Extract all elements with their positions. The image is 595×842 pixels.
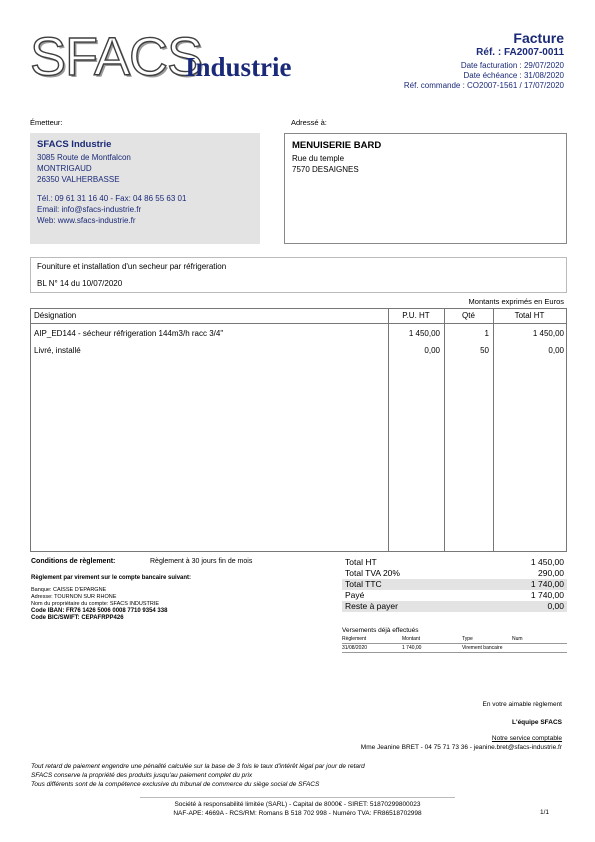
invoice-lines-table — [30, 308, 567, 552]
emitter-address1: 3085 Route de Montfalcon — [37, 153, 131, 162]
total-tva-row — [342, 568, 567, 579]
paid-row — [342, 590, 567, 601]
emitter-address2: MONTRIGAUD — [37, 164, 92, 173]
payments-row-reglement: 31/08/2020 — [342, 645, 368, 651]
totals-block — [342, 557, 567, 612]
total-ttc-row — [342, 579, 567, 590]
remaining-row — [342, 601, 567, 612]
table-row-1-total: 1 450,00 — [532, 329, 564, 338]
bank-details — [31, 575, 191, 622]
header-designation: Désignation — [34, 311, 77, 320]
invoice-ref: Réf. : FA2007-0011 — [476, 47, 564, 58]
table-row-1-designation: AIP_ED144 - sécheur réfrigeration 144m3/h racc 3/4" — [34, 329, 224, 338]
payments-row-type: Virement bancaire — [462, 645, 503, 651]
emitter-address3: 26350 VALHERBASSE — [37, 175, 120, 184]
signature-team: L'équipe SFACS — [512, 719, 562, 726]
payments-header-type: Type — [462, 636, 473, 642]
emitter-phone: Tél.: 09 61 31 16 40 - Fax: 04 86 55 63 01 — [37, 194, 187, 203]
payments-header-num: Num — [512, 636, 523, 642]
legal-line1: Tout retard de paiement engendre une pénalité calculée sur la base de 3 fois le taux d'intérêt légal par jour de retard — [31, 763, 365, 770]
payments-row — [342, 644, 567, 653]
total-ht-label: Total HT — [345, 557, 377, 567]
remaining-label: Reste à payer — [345, 601, 398, 611]
invoice-header — [404, 30, 564, 91]
table-row-1-pu: 1 450,00 — [408, 329, 440, 338]
paid-value: 1 740,00 — [530, 590, 564, 600]
payments-header-montant: Montant — [402, 636, 421, 642]
legal-notes — [31, 762, 365, 789]
header-qty: Qté — [462, 311, 475, 320]
table-row-2-qty: 50 — [480, 346, 489, 355]
bank-address: Adresse: TOURNON SUR RHONE — [31, 594, 117, 600]
legal-line2: SFACS conserve la propriété des produits jusqu'au paiement complet du prix — [31, 772, 253, 779]
payments-header-reglement: Règlement — [342, 636, 367, 642]
total-ht-value: 1 450,00 — [530, 557, 564, 567]
recipient-box — [284, 133, 567, 244]
signature-service: Notre service comptable — [491, 735, 562, 742]
company-logo — [30, 27, 320, 90]
header-pu: P.U. HT — [402, 311, 430, 320]
page-number: 1/1 — [539, 809, 549, 816]
total-ttc-value: 1 740,00 — [530, 579, 564, 589]
bank-iban: Code IBAN: FR76 1426 5006 0008 7710 9354 338 — [31, 608, 168, 614]
payments-header — [342, 635, 567, 644]
emitter-label: Émetteur: — [30, 118, 63, 127]
header-total: Total HT — [514, 311, 545, 320]
payments-row-montant: 1 740,00 — [402, 645, 422, 651]
bank-bic: Code BIC/SWIFT: CEPAFRPP426 — [31, 615, 124, 621]
bank-title: Règlement par virement sur le compte bancaire suivant: — [31, 575, 192, 581]
footer — [0, 800, 595, 818]
total-ht-row — [342, 557, 567, 568]
emitter-name: SFACS Industrie — [37, 139, 112, 150]
emitter-web: Web: www.sfacs-industrie.fr — [37, 216, 136, 225]
table-row-1-qty: 1 — [484, 329, 489, 338]
total-ttc-label: Total TTC — [345, 579, 382, 589]
object-line1: Founiture et installation d'un secheur par réfrigeration — [37, 262, 227, 271]
invoice-object — [30, 257, 567, 293]
payments-title: Versements déjà effectués — [342, 627, 419, 634]
footer-divider — [140, 797, 455, 798]
recipient-name: MENUISERIE BARD — [292, 140, 382, 151]
conditions-label: Conditions de règlement: — [31, 558, 116, 565]
invoice-title: Facture — [513, 30, 564, 46]
logo-industrie-text: Industrie — [185, 52, 292, 82]
bank-name: Banque: CAISSE D'EPARGNE — [31, 587, 107, 593]
emitter-box — [30, 133, 260, 244]
emitter-email: Email: info@sfacs-industrie.fr — [37, 205, 142, 214]
signature-contact: Mme Jeanine BRET - 04 75 71 73 36 - jeanine.bret@sfacs-industrie.fr — [360, 744, 562, 751]
object-line2: BL N° 14 du 10/07/2020 — [37, 279, 123, 288]
invoice-date: Date facturation : 29/07/2020 — [460, 61, 564, 70]
table-row-2-designation: Livré, installé — [34, 346, 81, 355]
order-ref: Réf. commande : CO2007-1561 / 17/07/2020 — [403, 81, 564, 90]
payments-block — [342, 626, 567, 653]
due-date: Date échéance : 31/08/2020 — [463, 71, 564, 80]
total-tva-label: Total TVA 20% — [345, 568, 400, 578]
footer-line1: Société à responsabilité limitée (SARL) - Capital de 8000€ - SIRET: 51870299800023 — [174, 801, 421, 808]
legal-line3: Tous différents sont de la compétence exclusive du tribunal de commerce du siège social de SFACS — [31, 781, 320, 788]
logo-sfacs-text: SFACS — [30, 27, 203, 87]
recipient-label: Adressé à: — [291, 118, 327, 127]
total-tva-value: 290,00 — [538, 568, 564, 578]
bank-owner: Nom du propriétaire du compte: SFACS INDUSTRIE — [31, 601, 160, 607]
recipient-address1: Rue du temple — [292, 154, 345, 163]
table-row-2-pu: 0,00 — [424, 346, 440, 355]
amounts-note: Montants exprimés en Euros — [468, 297, 564, 306]
footer-line2: NAF-APE: 4669A - RCS/RM: Romans B 518 702 998 - Numéro TVA: FR86518702998 — [173, 810, 422, 817]
remaining-value: 0,00 — [547, 601, 564, 611]
paid-label: Payé — [345, 590, 365, 600]
recipient-address2: 7570 DESAIGNES — [292, 165, 359, 174]
conditions-value: Règlement à 30 jours fin de mois — [150, 558, 253, 565]
signature-greeting: En votre aimable règlement — [482, 701, 562, 708]
table-row-2-total: 0,00 — [548, 346, 564, 355]
